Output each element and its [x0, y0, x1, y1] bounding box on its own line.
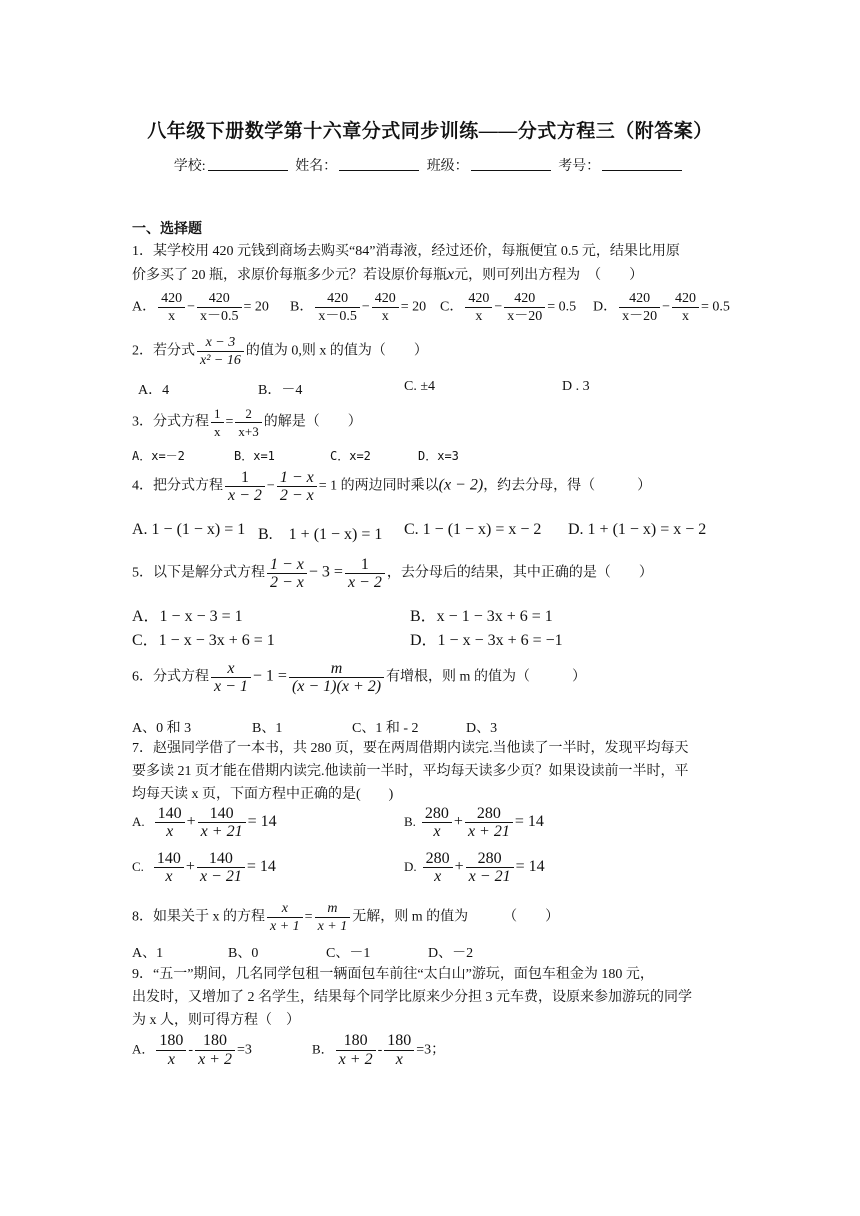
q4-text: 4．把分式方程 $\frac{1}{x - 2}$ − $\frac{1 - x}{2 - x}$ = 1 的两边同时乘以(x − 2)，约去分母，得（ ） — [132, 469, 652, 504]
class-blank[interactable] — [471, 158, 551, 171]
q9-text-line3: 为 x 人，则可得方程（ ） — [132, 1013, 300, 1028]
q5-option-b: B．x − 1 − 3x + 6 = 1 — [410, 608, 553, 625]
q1-option-d: D． $\frac{420}{x-20}$ − $\frac{420}{x}$ = 0.5 — [593, 291, 730, 324]
q9-text-line1: 9．“五一”期间，几名同学包租一辆面包车前往“太白山”游玩，面包车租金为 180 元， — [132, 967, 654, 982]
q5-text: 5．以下是解分式方程 $\frac{1 - x}{2 - x}$ − 3 = $\frac{1}{x - 2}$ ，去分母后的结果，其中正确的是（ ） — [132, 556, 653, 591]
q9-text-line2: 出发时，又增加了 2 名学生，结果每个同学比原来少分担 3 元车费，设原来参加游玩的同学 — [132, 990, 692, 1005]
q9-option-b: B． $\frac{180}{x + 2}$ - $\frac{180}{x}$ =3； — [312, 1032, 446, 1068]
q6-option-a: A、0 和 3 — [132, 721, 192, 736]
q6-option-c: C、1 和 - 2 — [352, 721, 419, 736]
school-label: 学校: — [173, 159, 206, 174]
q4-option-a: A. 1 − (1 − x) = 1 — [132, 521, 246, 538]
q7-option-a: A. $\frac{140}{x}$ + $\frac{140}{x + 21}$ = 14 — [132, 805, 277, 840]
q1-option-c: C． $\frac{420}{x}$ − $\frac{420}{x-20}$ = 0.5 — [440, 291, 577, 324]
q3-option-a: A．x=－2 — [132, 449, 185, 463]
q6-text: 6．分式方程 $\frac{x}{x - 1}$ − 1 = $\frac{m}{(x - 1)(x + 2)}$ 有增根，则 m 的值为（ ） — [132, 660, 586, 695]
q1-option-a: A． $\frac{420}{x}$ − $\frac{420}{x-0.5}$ = 20 — [132, 291, 269, 324]
section-heading: 一、选择题 — [132, 222, 202, 237]
q1-text-line1: 1．某学校用 420 元钱到商场去购买“84”消毒液，经过还价，每瓶便宜 0.5 元，结果比用原 — [132, 244, 680, 259]
school-blank[interactable] — [208, 158, 288, 171]
q8-option-d: D、－2 — [428, 946, 474, 961]
q9-option-a: A． $\frac{180}{x}$ - $\frac{180}{x + 2}$ =3 — [132, 1032, 252, 1068]
q4-option-d: D. 1 + (1 − x) = x − 2 — [568, 521, 707, 538]
q7-option-d: D. $\frac{280}{x}$ + $\frac{280}{x - 21}$ = 14 — [404, 850, 545, 885]
q5-option-c: C．1 − x − 3x + 6 = 1 — [132, 632, 275, 649]
q3-option-b: B．x=1 — [234, 449, 275, 463]
q5-option-d: D．1 − x − 3x + 6 = −1 — [410, 632, 563, 649]
q7-option-b: B. $\frac{280}{x}$ + $\frac{280}{x + 21}$ = 14 — [404, 805, 544, 840]
name-blank[interactable] — [339, 158, 419, 171]
q8-option-b: B、0 — [228, 946, 259, 961]
q8-option-a: A、1 — [132, 946, 164, 961]
q3-option-d: D．x=3 — [418, 449, 459, 463]
q2-option-b: B．－4 — [258, 383, 303, 398]
name-label: 姓名： — [295, 159, 338, 174]
q7-text-line2: 要多读 21 页才能在借期内读完.他读前一半时，平均每天读多少页？如果设读前一半时，平 — [132, 764, 689, 779]
q4-option-c: C. 1 − (1 − x) = x − 2 — [404, 521, 542, 538]
exam-no-label: 考号： — [558, 159, 601, 174]
q2-option-d: D . 3 — [562, 379, 590, 394]
q4-option-b: B. 1 + (1 − x) = 1 — [258, 526, 383, 543]
q7-option-c: C. $\frac{140}{x}$ + $\frac{140}{x - 21}$ = 14 — [132, 850, 276, 885]
q1-text-line2: 价多买了 20 瓶，求原价每瓶多少元？若设原价每瓶x元，则可列出方程为 （ ） — [132, 266, 644, 283]
q8-text: 8．如果关于 x 的方程 $\frac{x}{x + 1}$ = $\frac{m}{x + 1}$ 无解，则 m 的值为 （ ） — [132, 901, 560, 934]
q7-text-line3: 均每天读 x 页，下面方程中正确的是( ) — [132, 787, 394, 802]
q2-option-c: C. ±4 — [404, 379, 436, 394]
student-info-line — [0, 155, 860, 175]
q6-option-d: D、3 — [466, 721, 498, 736]
q3-option-c: C．x=2 — [330, 449, 371, 463]
q7-text-line1: 7．赵强同学借了一本书，共 280 页，要在两周借期内读完.当他读了一半时，发现平均每天 — [132, 741, 689, 756]
q3-text: 3．分式方程 $\frac{1}{x}$ = $\frac{2}{x+3}$ 的解是（ ） — [132, 406, 362, 439]
q1-option-b: B． $\frac{420}{x-0.5}$ − $\frac{420}{x}$ = 20 — [290, 291, 427, 324]
q2-option-a: A．4 — [138, 383, 170, 398]
q2-text: 2．若分式 $\frac{x - 3}{\text{x² − 16}}$ 的值为 0,则 x 的值为（ ） — [132, 335, 428, 368]
q8-option-c: C、－1 — [326, 946, 371, 961]
exam-no-blank[interactable] — [602, 158, 682, 171]
class-label: 班级： — [426, 159, 469, 174]
q5-option-a: A．1 − x − 3 = 1 — [132, 608, 243, 625]
page-title: 八年级下册数学第十六章分式同步训练——分式方程三（附答案） — [147, 121, 713, 142]
q6-option-b: B、1 — [252, 721, 283, 736]
